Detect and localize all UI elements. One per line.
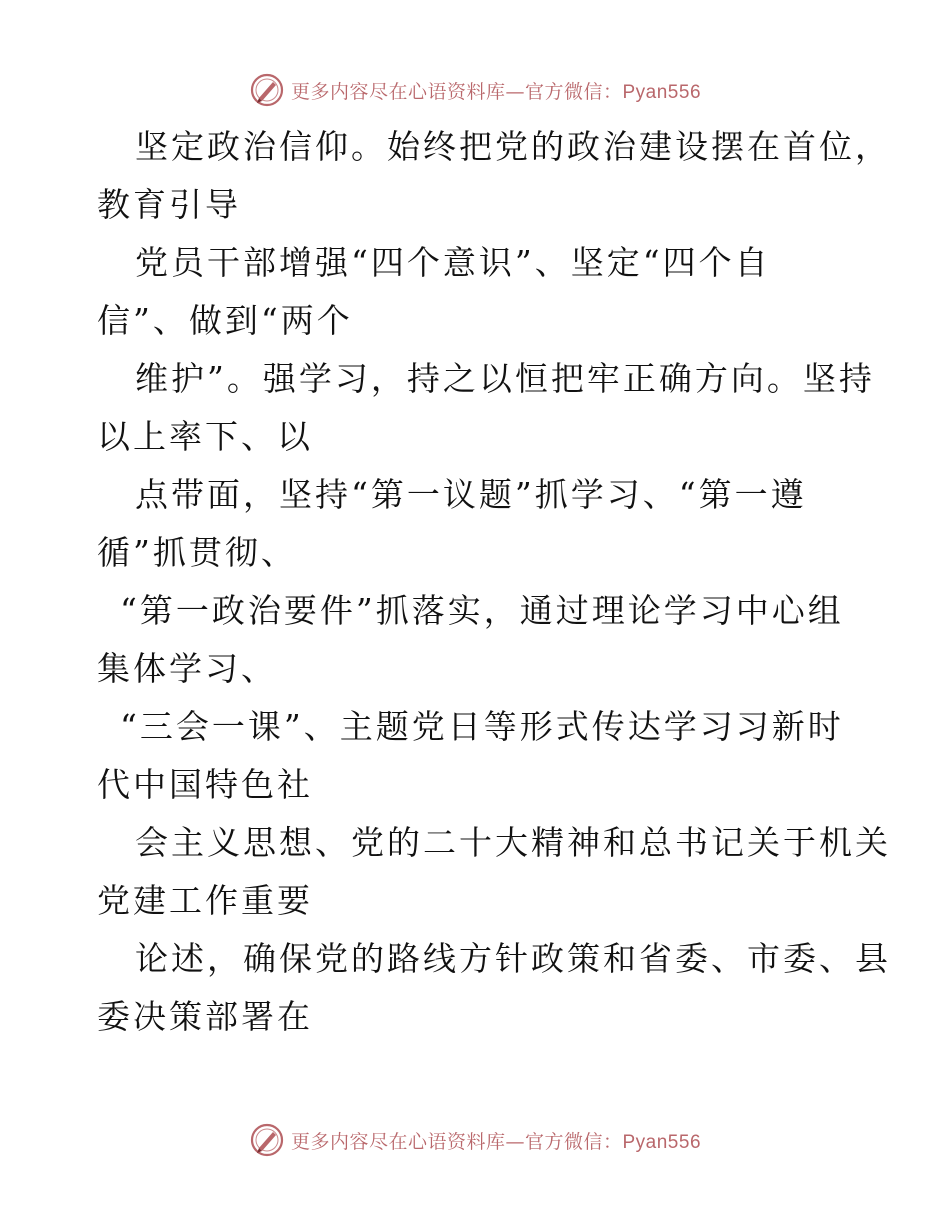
pen-circle-logo-icon: [249, 1122, 285, 1158]
header-wechat-id: Pyan556: [622, 81, 702, 103]
header-watermark: [0, 70, 950, 110]
body-line: 教育引导: [97, 185, 241, 224]
body-line: 党员干部增强“四个意识”、坚定“四个自: [135, 243, 771, 282]
body-line: 代中国特色社: [97, 765, 313, 804]
footer-watermark-text: 更多内容尽在心语资料库—官方微信：Pyan556: [290, 1130, 702, 1153]
footer-watermark: [0, 1120, 950, 1160]
header-watermark-text: 更多内容尽在心语资料库—官方微信：Pyan556: [290, 80, 702, 103]
body-line: 论述，确保党的路线方针政策和省委、市委、县: [135, 939, 891, 978]
footer-wechat-id: Pyan556: [622, 1131, 702, 1153]
body-line: 维护”。强学习，持之以恒把牢正确方向。坚持: [135, 359, 875, 398]
body-line: 委决策部署在: [97, 997, 313, 1036]
body-line: 循”抓贯彻、: [97, 533, 297, 572]
body-line: 会主义思想、党的二十大精神和总书记关于机关: [135, 823, 891, 862]
body-line: 以上率下、以: [97, 417, 313, 456]
body-line: 点带面，坚持“第一议题”抓学习、“第一遵: [135, 475, 807, 514]
body-line: 坚定政治信仰。始终把党的政治建设摆在首位，: [135, 127, 891, 166]
body-line: “第一政治要件”抓落实，通过理论学习中心组: [120, 591, 844, 630]
pen-circle-logo-icon: [249, 72, 285, 108]
body-line: 信”、做到“两个: [97, 301, 353, 340]
body-line: “三会一课”、主题党日等形式传达学习习新时: [120, 707, 844, 746]
body-line: 集体学习、: [97, 649, 277, 688]
body-line: 党建工作重要: [97, 881, 313, 920]
